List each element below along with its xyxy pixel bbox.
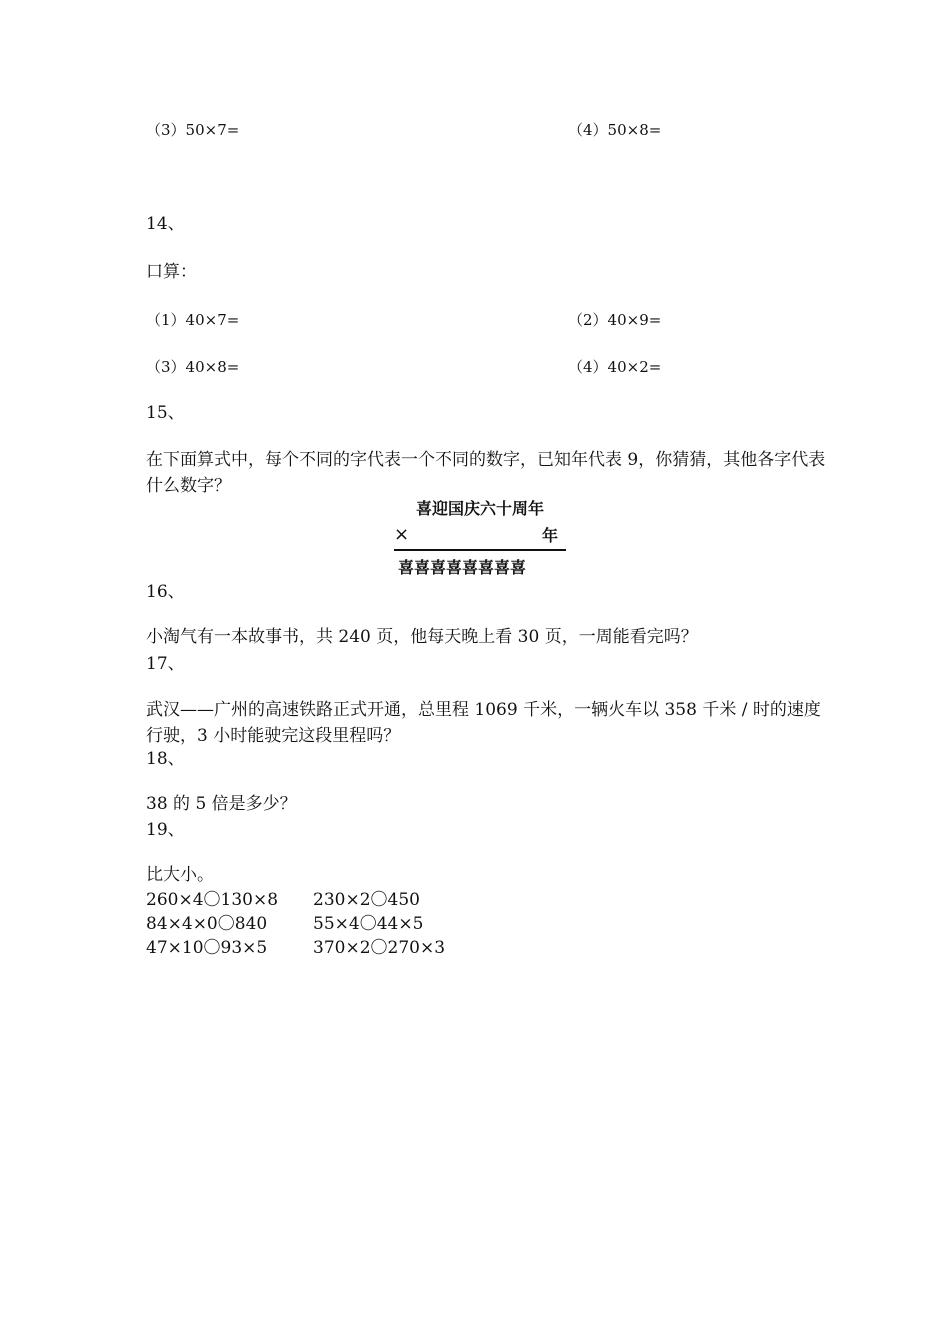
puzzle-result: 喜喜喜喜喜喜喜喜 — [398, 558, 527, 577]
q14-item-1: （1）40×7= — [146, 311, 240, 329]
question-number-16: 16、 — [146, 582, 185, 602]
puzzle-multiply-operator: × — [394, 524, 410, 545]
q15-text: 在下面算式中，每个不同的字代表一个不同的数字，已知年代表 9，你猜猜，其他各字代表什么数字？ — [146, 450, 826, 496]
question-number-19: 19、 — [146, 820, 185, 840]
puzzle-result-line — [394, 549, 566, 551]
q19-title: 比大小。 — [146, 865, 214, 885]
compare-row-1-right: 230×2〇450 — [313, 890, 420, 910]
compare-row-3-right: 370×2〇270×3 — [313, 938, 446, 958]
compare-row-2-right: 55×4〇44×5 — [313, 914, 424, 934]
question-number-17: 17、 — [146, 654, 185, 674]
q16-text: 小淘气有一本故事书，共 240 页，他每天晚上看 30 页，一周能看完吗？ — [146, 627, 698, 647]
q14-item-2: （2）40×9= — [568, 311, 662, 329]
question-number-18: 18、 — [146, 749, 185, 769]
compare-row-3-left: 47×10〇93×5 — [146, 938, 268, 958]
q14-item-4: （4）40×2= — [568, 358, 662, 376]
q13-item-3: （3）50×7= — [146, 121, 240, 139]
q13-item-4: （4）50×8= — [568, 121, 662, 139]
compare-row-1-left: 260×4〇130×8 — [146, 890, 279, 910]
question-number-15: 15、 — [146, 403, 185, 423]
puzzle-row-2: 年 — [542, 526, 559, 545]
q14-item-3: （3）40×8= — [146, 358, 240, 376]
q14-title: 口算： — [146, 262, 197, 282]
q15-puzzle — [392, 494, 568, 576]
question-number-14: 14、 — [146, 214, 185, 234]
puzzle-row-1: 喜迎国庆六十周年 — [416, 499, 545, 518]
q18-text: 38 的 5 倍是多少？ — [146, 794, 297, 814]
q17-text: 武汉——广州的高速铁路正式开通，总里程 1069 千米，一辆火车以 358 千米 / 时的速度行驶，3 小时能驶完这段里程吗？ — [146, 700, 821, 746]
compare-row-2-left: 84×4×0〇840 — [146, 914, 268, 934]
